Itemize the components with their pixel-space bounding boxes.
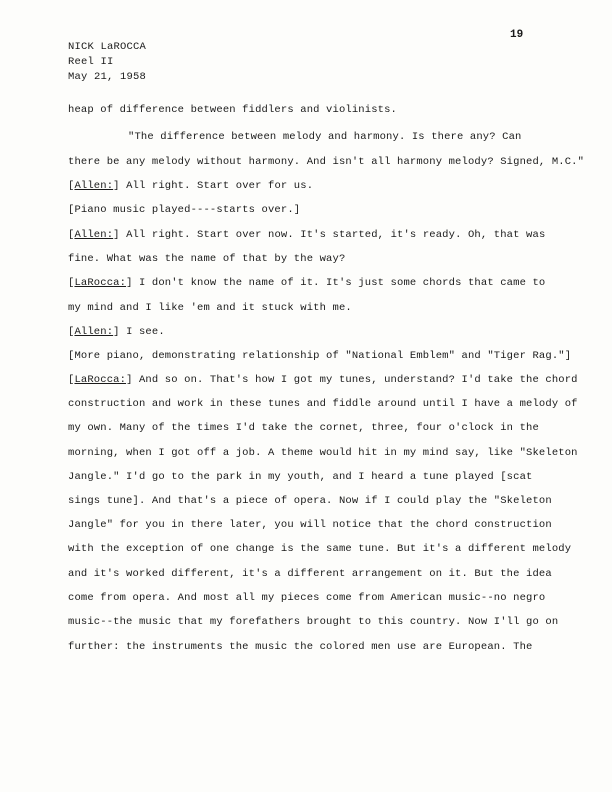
line-text: with the exception of one change is the same tune. But it's a different melody: [68, 543, 572, 555]
line-text: come from opera. And most all my pieces come from American music--no negro: [68, 592, 546, 604]
line-text: "The difference between melody and harmony. Is there any? Can: [128, 131, 522, 143]
line-text: All right. Start over now. It's started, it's ready. Oh, that was: [119, 229, 546, 241]
bracket: [: [68, 229, 75, 241]
interview-date: May 21, 1958: [68, 71, 147, 83]
bracket: [: [68, 277, 75, 289]
transcript-line: [68, 104, 397, 116]
line-text: I see.: [119, 326, 165, 338]
line-text: All right. Start over for us.: [119, 180, 314, 192]
line-text: music--the music that my forefathers brought to this country. Now I'll go on: [68, 616, 559, 628]
line-text: And so on. That's how I got my tunes, understand? I'd take the chord: [132, 374, 578, 386]
bracket: [: [68, 326, 75, 338]
line-text: construction and work in these tunes and fiddle around until I have a melody of: [68, 398, 578, 410]
transcript-line: [68, 422, 539, 434]
transcript-line: [68, 495, 552, 507]
speaker-line: [68, 326, 165, 338]
speaker-name: Allen:: [74, 180, 114, 192]
line-text: morning, when I got off a job. A theme would hit in my mind say, like "Skeleton: [68, 447, 578, 459]
reel-label: Reel II: [68, 56, 114, 68]
speaker-name: LaRocca:: [74, 277, 127, 289]
speaker-line: [68, 229, 545, 241]
transcript-line: [128, 131, 522, 143]
bracket: ]: [126, 374, 133, 386]
bracket: ]: [126, 277, 133, 289]
speaker-name: Allen:: [74, 229, 114, 241]
transcript-line: [68, 471, 532, 483]
transcript-line: [68, 204, 300, 216]
transcript-line: [68, 302, 352, 314]
line-text: and it's worked different, it's a different arrangement on it. But the idea: [68, 568, 552, 580]
line-text: fine. What was the name of that by the way?: [68, 253, 346, 265]
page-number: 19: [510, 29, 524, 41]
bracket: [: [68, 374, 75, 386]
bracket: ]: [113, 229, 120, 241]
speaker-line: [68, 374, 578, 386]
transcript-line: [68, 543, 571, 555]
transcript-line: [68, 447, 578, 459]
interviewee-name: NICK LaROCCA: [68, 41, 147, 53]
speaker-line: [68, 180, 313, 192]
transcript-line: [68, 156, 584, 168]
line-text: my mind and I like 'em and it stuck with me.: [68, 302, 352, 314]
document-header: [68, 40, 146, 85]
transcript-line: [68, 398, 578, 410]
speaker-line: [68, 277, 545, 289]
speaker-name: LaRocca:: [74, 374, 127, 386]
speaker-name: Allen:: [74, 326, 114, 338]
line-text: my own. Many of the times I'd take the cornet, three, four o'clock in the: [68, 422, 539, 434]
line-text: I don't know the name of it. It's just some chords that came to: [132, 277, 546, 289]
transcript-line: [68, 253, 345, 265]
line-text: there be any melody without harmony. And isn't all harmony melody? Signed, M.C.": [68, 156, 585, 168]
bracket: [: [68, 180, 75, 192]
transcript-line: [68, 641, 532, 653]
transcript-line: [68, 519, 552, 531]
transcript-line: [68, 350, 571, 362]
line-text: Jangle" for you in there later, you will notice that the chord construction: [68, 519, 552, 531]
transcript-line: [68, 568, 552, 580]
line-text: further: the instruments the music the colored men use are European. The: [68, 641, 533, 653]
transcript-line: [68, 592, 545, 604]
line-text: [More piano, demonstrating relationship of "National Emblem" and "Tiger Rag."]: [68, 350, 572, 362]
transcript-line: [68, 616, 558, 628]
line-text: [Piano music played----starts over.]: [68, 204, 301, 216]
bracket: ]: [113, 180, 120, 192]
line-text: heap of difference between fiddlers and violinists.: [68, 104, 398, 116]
line-text: Jangle." I'd go to the park in my youth, and I heard a tune played [scat: [68, 471, 533, 483]
bracket: ]: [113, 326, 120, 338]
line-text: sings tune]. And that's a piece of opera. Now if I could play the "Skeleton: [68, 495, 552, 507]
